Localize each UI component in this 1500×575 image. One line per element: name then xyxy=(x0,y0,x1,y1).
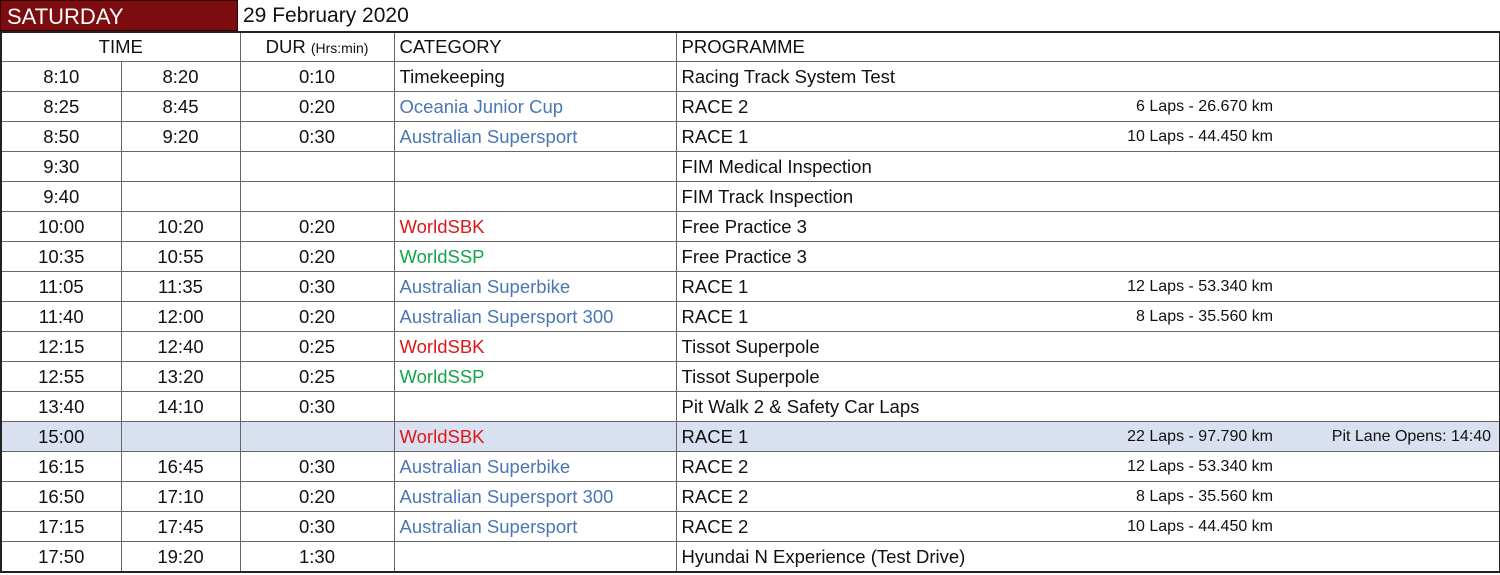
end-time-cell: 17:45 xyxy=(121,512,240,542)
duration-unit-label: (Hrs:min) xyxy=(310,40,369,56)
title-bar xyxy=(0,0,1500,31)
category-cell xyxy=(394,542,676,573)
category-cell: Australian Supersport 300 xyxy=(394,482,676,512)
start-time-cell: 12:15 xyxy=(1,332,121,362)
schedule-table xyxy=(0,31,1500,573)
duration-cell xyxy=(240,182,394,212)
race-distance: 22 Laps - 97.790 km xyxy=(1127,428,1274,445)
programme-cell xyxy=(676,452,1500,482)
schedule-row xyxy=(1,482,1500,512)
duration-cell: 1:30 xyxy=(240,542,394,573)
programme-cell xyxy=(676,152,1500,182)
race-distance: 10 Laps - 44.450 km xyxy=(1127,518,1274,535)
schedule-row xyxy=(1,512,1500,542)
category-cell xyxy=(394,182,676,212)
programme-name: Racing Track System Test xyxy=(681,66,896,87)
programme-cell xyxy=(676,302,1500,332)
programme-name: RACE 1 xyxy=(681,276,749,297)
programme-cell xyxy=(676,92,1500,122)
programme-header: PROGRAMME xyxy=(676,32,1500,62)
programme-cell xyxy=(676,242,1500,272)
duration-header-label: DUR xyxy=(265,36,306,57)
end-time-cell: 11:35 xyxy=(121,272,240,302)
duration-cell xyxy=(240,152,394,182)
programme-name: RACE 2 xyxy=(681,516,749,537)
duration-cell: 0:25 xyxy=(240,362,394,392)
time-header: TIME xyxy=(1,32,240,62)
start-time-cell: 17:15 xyxy=(1,512,121,542)
schedule-rows xyxy=(1,62,1500,573)
day-label: SATURDAY xyxy=(0,0,238,31)
duration-cell: 0:30 xyxy=(240,392,394,422)
programme-cell xyxy=(676,212,1500,242)
category-cell: Australian Supersport 300 xyxy=(394,302,676,332)
start-time-cell: 10:00 xyxy=(1,212,121,242)
start-time-cell: 8:25 xyxy=(1,92,121,122)
end-time-cell: 8:20 xyxy=(121,62,240,92)
category-cell: WorldSBK xyxy=(394,212,676,242)
programme-name: FIM Track Inspection xyxy=(681,186,854,207)
duration-cell: 0:20 xyxy=(240,242,394,272)
category-cell: Australian Supersport xyxy=(394,512,676,542)
programme-cell xyxy=(676,422,1500,452)
schedule-row xyxy=(1,122,1500,152)
start-time-cell: 13:40 xyxy=(1,392,121,422)
start-time-cell: 16:50 xyxy=(1,482,121,512)
schedule-row xyxy=(1,152,1500,182)
programme-cell xyxy=(676,332,1500,362)
race-distance: 8 Laps - 35.560 km xyxy=(1136,308,1274,325)
end-time-cell: 19:20 xyxy=(121,542,240,573)
programme-cell xyxy=(676,122,1500,152)
start-time-cell: 8:50 xyxy=(1,122,121,152)
end-time-cell: 17:10 xyxy=(121,482,240,512)
programme-cell xyxy=(676,482,1500,512)
programme-name: Tissot Superpole xyxy=(681,366,820,387)
category-cell xyxy=(394,152,676,182)
schedule-row xyxy=(1,62,1500,92)
schedule-row xyxy=(1,542,1500,573)
category-cell: WorldSBK xyxy=(394,332,676,362)
schedule-row xyxy=(1,332,1500,362)
end-time-cell: 14:10 xyxy=(121,392,240,422)
end-time-cell xyxy=(121,422,240,452)
start-time-cell: 9:40 xyxy=(1,182,121,212)
race-distance: 6 Laps - 26.670 km xyxy=(1136,98,1274,115)
duration-cell: 0:20 xyxy=(240,482,394,512)
schedule-row xyxy=(1,242,1500,272)
programme-cell xyxy=(676,542,1500,573)
schedule-row xyxy=(1,182,1500,212)
category-cell: WorldSBK xyxy=(394,422,676,452)
end-time-cell xyxy=(121,182,240,212)
duration-cell: 0:30 xyxy=(240,122,394,152)
start-time-cell: 8:10 xyxy=(1,62,121,92)
category-cell: Oceania Junior Cup xyxy=(394,92,676,122)
end-time-cell: 8:45 xyxy=(121,92,240,122)
programme-name: FIM Medical Inspection xyxy=(681,156,872,177)
duration-cell xyxy=(240,422,394,452)
start-time-cell: 15:00 xyxy=(1,422,121,452)
end-time-cell: 12:00 xyxy=(121,302,240,332)
programme-name: RACE 1 xyxy=(681,126,749,147)
duration-cell: 0:20 xyxy=(240,92,394,122)
programme-name: RACE 2 xyxy=(681,486,749,507)
end-time-cell: 13:20 xyxy=(121,362,240,392)
end-time-cell: 10:55 xyxy=(121,242,240,272)
start-time-cell: 9:30 xyxy=(1,152,121,182)
end-time-cell xyxy=(121,152,240,182)
programme-cell xyxy=(676,392,1500,422)
programme-name: RACE 2 xyxy=(681,456,749,477)
schedule-row xyxy=(1,362,1500,392)
programme-name: RACE 1 xyxy=(681,306,749,327)
schedule-row xyxy=(1,302,1500,332)
race-distance: 10 Laps - 44.450 km xyxy=(1127,128,1274,145)
duration-cell: 0:10 xyxy=(240,62,394,92)
header-row xyxy=(1,32,1500,62)
programme-name: RACE 2 xyxy=(681,96,749,117)
category-header: CATEGORY xyxy=(394,32,676,62)
race-distance: 12 Laps - 53.340 km xyxy=(1127,278,1274,295)
programme-name: Tissot Superpole xyxy=(681,336,820,357)
end-time-cell: 9:20 xyxy=(121,122,240,152)
duration-cell: 0:20 xyxy=(240,302,394,332)
category-cell xyxy=(394,392,676,422)
programme-name: RACE 1 xyxy=(681,426,749,447)
end-time-cell: 12:40 xyxy=(121,332,240,362)
category-cell: Australian Superbike xyxy=(394,272,676,302)
programme-cell xyxy=(676,62,1500,92)
start-time-cell: 11:05 xyxy=(1,272,121,302)
programme-cell xyxy=(676,272,1500,302)
start-time-cell: 17:50 xyxy=(1,542,121,573)
category-cell: Australian Supersport xyxy=(394,122,676,152)
programme-name: Hyundai N Experience (Test Drive) xyxy=(681,546,966,567)
schedule-row xyxy=(1,272,1500,302)
duration-cell: 0:20 xyxy=(240,212,394,242)
race-distance: 12 Laps - 53.340 km xyxy=(1127,458,1274,475)
start-time-cell: 10:35 xyxy=(1,242,121,272)
programme-cell xyxy=(676,362,1500,392)
programme-name: Free Practice 3 xyxy=(681,246,807,267)
category-cell: Australian Superbike xyxy=(394,452,676,482)
programme-cell xyxy=(676,512,1500,542)
schedule-row xyxy=(1,452,1500,482)
start-time-cell: 12:55 xyxy=(1,362,121,392)
duration-cell: 0:30 xyxy=(240,452,394,482)
programme-cell xyxy=(676,182,1500,212)
duration-cell: 0:30 xyxy=(240,512,394,542)
programme-name: Free Practice 3 xyxy=(681,216,807,237)
schedule-row xyxy=(1,392,1500,422)
end-time-cell: 16:45 xyxy=(121,452,240,482)
schedule-row xyxy=(1,212,1500,242)
category-cell: WorldSSP xyxy=(394,362,676,392)
race-distance: 8 Laps - 35.560 km xyxy=(1136,488,1274,505)
pit-lane-note: Pit Lane Opens: 14:40 xyxy=(1331,428,1492,445)
date-label: 29 February 2020 xyxy=(243,4,409,27)
category-cell: Timekeeping xyxy=(394,62,676,92)
duration-cell: 0:25 xyxy=(240,332,394,362)
duration-cell: 0:30 xyxy=(240,272,394,302)
category-cell: WorldSSP xyxy=(394,242,676,272)
schedule-row xyxy=(1,92,1500,122)
duration-header xyxy=(240,32,394,62)
schedule-row xyxy=(1,422,1500,452)
programme-name: Pit Walk 2 & Safety Car Laps xyxy=(681,396,920,417)
end-time-cell: 10:20 xyxy=(121,212,240,242)
start-time-cell: 16:15 xyxy=(1,452,121,482)
start-time-cell: 11:40 xyxy=(1,302,121,332)
